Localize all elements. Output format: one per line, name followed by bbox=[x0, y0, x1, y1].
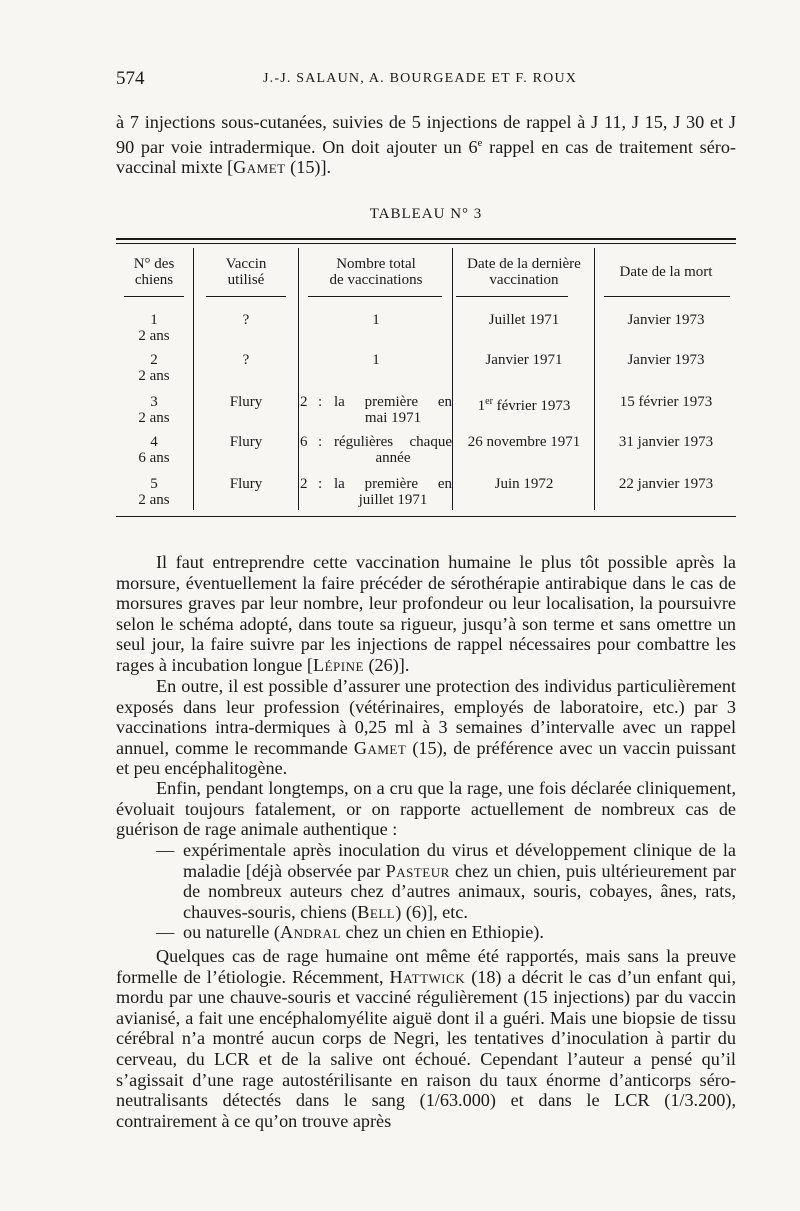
header-underline bbox=[124, 296, 184, 297]
header-nombre: Nombre total de vaccinations bbox=[329, 256, 423, 288]
table-top-rule bbox=[116, 238, 736, 240]
table-bottom-rule bbox=[116, 516, 736, 517]
paragraph-1: Il faut entreprendre cette vaccination humaine le plus tôt possible après la morsure, éventuellement la faire précéder de sérothérapie antirabique dans le cas de morsures graves par leur nombre, leur profondeur ou leur localisation, la poursuivre selon le schéma adopté, dans toute sa rigueur, jusqu’à son terme et sans omettre un seul jour, la faire suivre par les injections de rappel nécessaires pour combattre les rages à incubation longue [Lépine (26)]. bbox=[116, 552, 736, 675]
page-number: 574 bbox=[116, 68, 145, 89]
header-derniere: Date de la dernière vaccination bbox=[467, 256, 581, 288]
header-underline bbox=[604, 296, 730, 297]
table-title: TABLEAU N° 3 bbox=[369, 206, 483, 222]
intro-paragraph: à 7 injections sous-cutanées, suivies de 5 injections de rappel à J 11, J 15, J 30 et J 90 par voie intradermique. On doit ajouter un 6e rappel en cas de traitement séro-vaccinal mixte [Gamet (15)]. bbox=[116, 112, 736, 178]
table-top-rule-inner bbox=[116, 243, 736, 244]
paragraph-3: Enfin, pendant longtemps, on a cru que la rage, une fois déclarée cliniquement, évoluait toujours fatalement, or on rapporte actuellement de nombreux cas de guérison de rage animale authentique : bbox=[116, 778, 736, 840]
header-mort: Date de la mort bbox=[619, 264, 713, 280]
header-underline bbox=[456, 296, 568, 297]
data-table: N° des chiens Vaccin utilisé Nombre total de vaccinations Date de la dernière vaccination Date de la mort 1 2 ans ? 1 Juillet 1971 Janvier 1973 2 2 ans ? 1 Janvier 1971 Janvier 1973 3 2 ans Flury 2 : la première en mai 1971 1er février 1973 15 février 1973 4 6 ans Flury 6 : régulières chaque année 26 novembre 1971 31 janvier 1973 5 2 ans Flury 2 : la première en juillet 1971 Juin 1972 22 janvier 1973 bbox=[116, 236, 736, 518]
header-chiens: N° des chiens bbox=[133, 256, 175, 288]
header-underline bbox=[308, 296, 442, 297]
list-item: — ou naturelle (Andral chez un chien en Ethiopie). bbox=[156, 922, 544, 942]
header-vaccin: Vaccin utilisé bbox=[225, 256, 267, 288]
running-head: J.-J. SALAUN, A. BOURGEADE ET F. ROUX bbox=[263, 71, 578, 86]
page-header bbox=[116, 68, 736, 92]
paragraph-4: Quelques cas de rage humaine ont même été rapportés, mais sans la preuve formelle de l’étiologie. Récemment, Hattwick (18) a décrit le cas d’un enfant qui, mordu par une chauve-souris et vacciné régulièrement (15 injections) par du vaccin avianisé, a fait une encéphalomyélite aiguë dont il a guéri. Mais une biopsie de tissu cérébral n’a montré aucun corps de Negri, les tentatives d’inoculation à partir du cerveau, du LCR et de la salive ont échoué. Cependant l’auteur a pensé qu’il s’agissait d’une rage autostérilisante en raison du taux énorme d’anticorps séro-neutralisants détectés dans le sang (1/63.000) et dans le LCR (1/3.200), contrairement à ce qu’on trouve après bbox=[116, 946, 736, 1131]
col-divider bbox=[452, 248, 453, 510]
col-divider bbox=[594, 248, 595, 510]
paragraph-2: En outre, il est possible d’assurer une protection des individus particulièrement exposés dans leur profession (vétérinaires, employés de laboratoire, etc.) par 3 vaccinations intra-dermiques à 0,25 ml à 3 semaines d’intervalle avec un rappel annuel, comme le recommande Gamet (15), de préférence avec un vaccin puissant et peu encéphalitogène. bbox=[116, 676, 736, 779]
header-underline bbox=[206, 296, 286, 297]
col-divider bbox=[298, 248, 299, 510]
list-item: — expérimentale après inoculation du virus et développement clinique de la maladie [déjà observée par Pasteur chez un chien, puis ultérieurement par de nombreux auteurs chez d’autres animaux, souris, cobayes, ânes, rats, chauves-souris, chiens (Bell) (6)], etc. bbox=[156, 840, 736, 922]
